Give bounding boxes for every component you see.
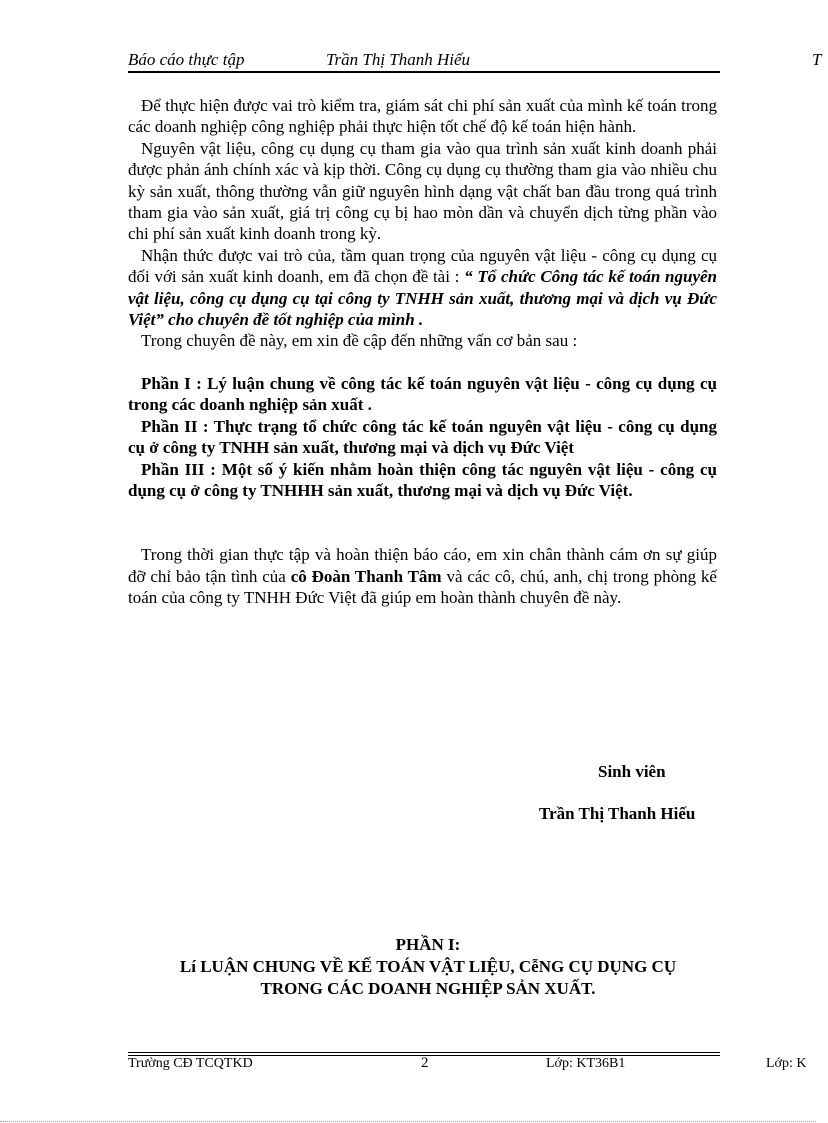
page-header <box>128 48 828 70</box>
header-report-title: Báo cáo thực tập <box>128 50 245 69</box>
paragraph: Trong chuyên đề này, em xin đề cập đến những vấn cơ bản sau : <box>141 331 578 351</box>
footer-class: Lớp: KT36B1 <box>546 1056 626 1071</box>
header-author: Trần Thị Thanh Hiếu <box>326 50 471 69</box>
footer-edge-text: Lớp: K <box>766 1056 807 1071</box>
acknowledgement: Trong thời gian thực tập và hoàn thiện báo cáo, em xin chân thành cám ơn sự giúp đỡ chỉ bảo tận tình của cô Đoàn Thanh Tâm và các cô, chú, anh, chị trong phòng kế toán của công ty TNHH Đức Việt đã giúp em hoàn thành chuyên đề này. <box>128 545 717 608</box>
part-1-item: Phần I : Lý luận chung về công tác kế toán nguyên vật liệu - công cụ dụng cụ trong các doanh nghiệp sản xuất . <box>128 373 717 415</box>
paragraph: Nguyên vật liệu, công cụ dụng cụ tham gia vào qua trình sản xuất kinh doanh phải được phản ánh chính xác và kịp thời. Công cụ dụng cụ thường tham gia vào nhiều chu kỳ sản xuất, thông thường vẫn giữ nguyên hình dạng vật chất ban đầu trong quá trình tham gia vào sản xuất, giá trị công cụ bị hao mòn dần và chuyển dịch từng phần vào chi phí sản xuất kinh doanh trong kỳ. <box>128 138 717 244</box>
part-3-item: Phần III : Một số ý kiến nhằm hoàn thiện công tác nguyên vật liệu - công cụ dụng cụ ở công ty TNHHH sản xuất, thương mại và dịch vụ Đức Việt. <box>128 459 717 500</box>
paragraph <box>128 245 717 331</box>
header-edge-text: T <box>812 50 822 69</box>
footer-school: Trường CĐ TCQTKD <box>128 1056 253 1071</box>
signature-name: Trần Thị Thanh Hiếu <box>539 804 696 823</box>
section-heading <box>128 934 728 1000</box>
paragraph-text: Nhận thức được vai trò của, tầm quan trọng của nguyên vật liệu - công cụ dụng cụ đối với sản xuất kinh doanh, em đã chọn đề tài : <box>128 245 717 287</box>
thesis-title: “ Tổ chức Công tác kế toán nguyên vật liệu, công cụ dụng cụ tại công ty TNHH sản xuất, thương mại và dịch vụ Đức Việt” cho chuyên đề tốt nghiệp của mình . <box>128 267 717 330</box>
footer-page-number: 2 <box>421 1055 429 1071</box>
footer-rule-top <box>128 1052 720 1053</box>
section-title-line-1: Lí LUẬN CHUNG VỀ KẾ TOÁN VẬT LIỆU, CễNG CỤ DỤNG CỤ <box>179 957 677 976</box>
body-text <box>128 95 717 609</box>
signature-role: Sinh viên <box>598 762 666 781</box>
paragraph: Để thực hiện được vai trò kiểm tra, giám sát chi phí sản xuất của mình kế toán trong các doanh nghiệp công nghiệp phải thực hiện tốt chế độ kế toán hiện hành. <box>128 96 717 137</box>
part-2-item: Phần II : Thực trạng tổ chức công tác kế toán nguyên vật liệu - công cụ dụng cụ ở công ty TNHH sản xuất, thương mại và dịch vụ Đức Việt <box>128 416 717 458</box>
teacher-name: cô Đoàn Thanh Tâm <box>290 566 442 586</box>
header-rule <box>128 71 720 73</box>
section-part: PHẦN I: <box>395 935 461 954</box>
section-title-line-2: TRONG CÁC DOANH NGHIỆP SẢN XUẤT. <box>260 979 596 998</box>
page-bottom-dotted-line <box>0 1121 816 1122</box>
